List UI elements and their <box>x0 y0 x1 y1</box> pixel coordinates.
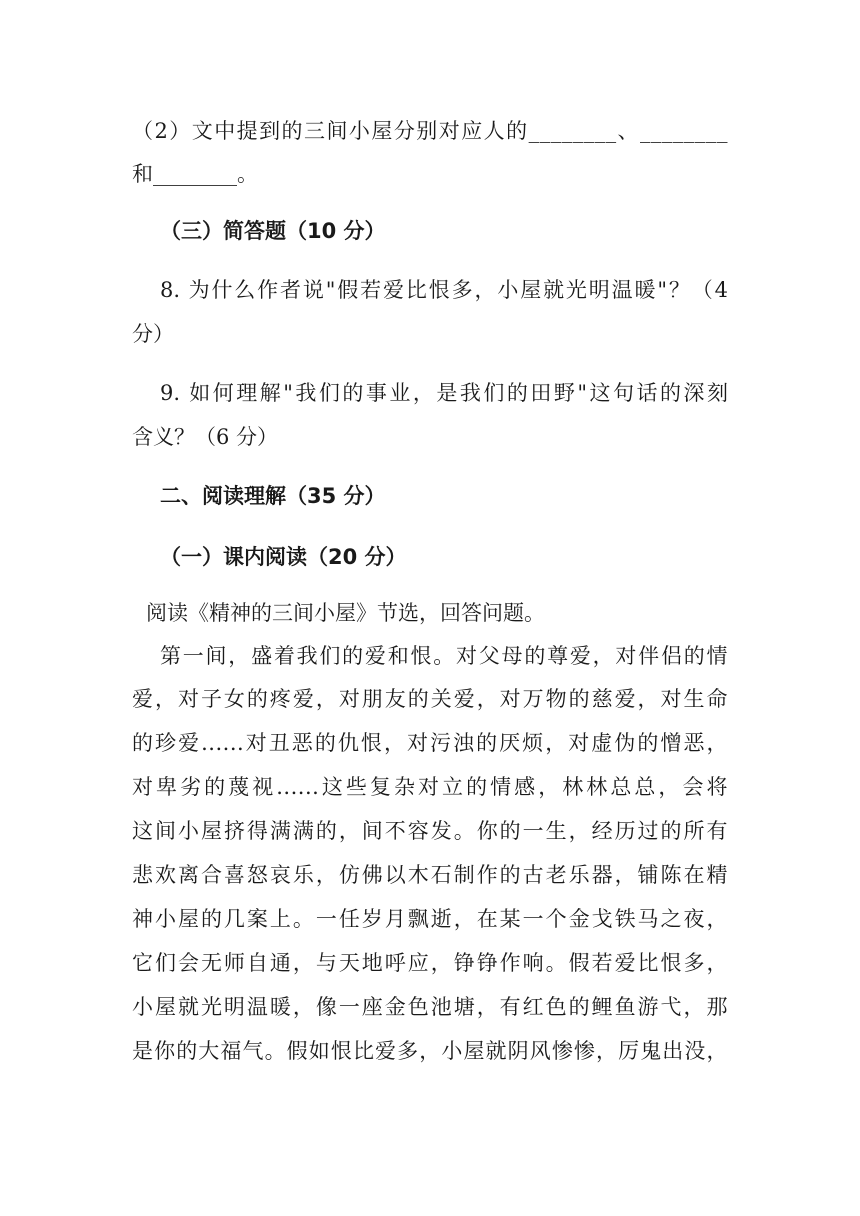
question-8-line-1: 8. 为什么作者说"假若爱比恨多，小屋就光明温暖"？（4 <box>160 278 728 302</box>
part-2-subsection-1-heading: （一）课内阅读（20 分） <box>160 545 407 569</box>
reading-instruction: 阅读《精神的三间小屋》节选，回答问题。 <box>146 601 545 625</box>
part-2-heading: 二、阅读理解（35 分） <box>160 484 386 508</box>
passage-line: 它们会无师自通，与天地呼应，铮铮作响。假若爱比恨多， <box>132 951 728 975</box>
passage-line: 神小屋的几案上。一任岁月飘逝，在某一个金戈铁马之夜， <box>132 907 728 931</box>
passage-line: 爱，对子女的疼爱，对朋友的关爱，对万物的慈爱，对生命 <box>132 687 728 711</box>
passage-line: 的珍爱......对丑恶的仇恨，对污浊的厌烦，对虚伪的憎恶， <box>132 731 728 755</box>
question-7-part-2-line-1: （2）文中提到的三间小屋分别对应人的________、________ <box>132 119 728 143</box>
passage-line: 悲欢离合喜怒哀乐，仿佛以木石制作的古老乐器，铺陈在精 <box>132 863 728 887</box>
question-8-line-2: 分） <box>132 322 174 346</box>
passage-line: 这间小屋挤得满满的，间不容发。你的一生，经历过的所有 <box>132 819 728 843</box>
question-9-line-1: 9. 如何理解"我们的事业，是我们的田野"这句话的深刻 <box>160 381 728 405</box>
question-9-line-2: 含义？（6 分） <box>132 425 279 449</box>
passage-line: 对卑劣的蔑视......这些复杂对立的情感，林林总总，会将 <box>132 775 728 799</box>
question-7-part-2-line-2: 和________。 <box>132 162 258 186</box>
section-3-heading: （三）简答题（10 分） <box>160 219 386 243</box>
passage-line: 是你的大福气。假如恨比爱多，小屋就阴风惨惨，厉鬼出没， <box>132 1039 728 1063</box>
passage-line: 小屋就光明温暖，像一座金色池塘，有红色的鲤鱼游弋，那 <box>132 995 728 1019</box>
passage-line: 第一间，盛着我们的爱和恨。对父母的尊爱，对伴侣的情 <box>160 644 728 668</box>
